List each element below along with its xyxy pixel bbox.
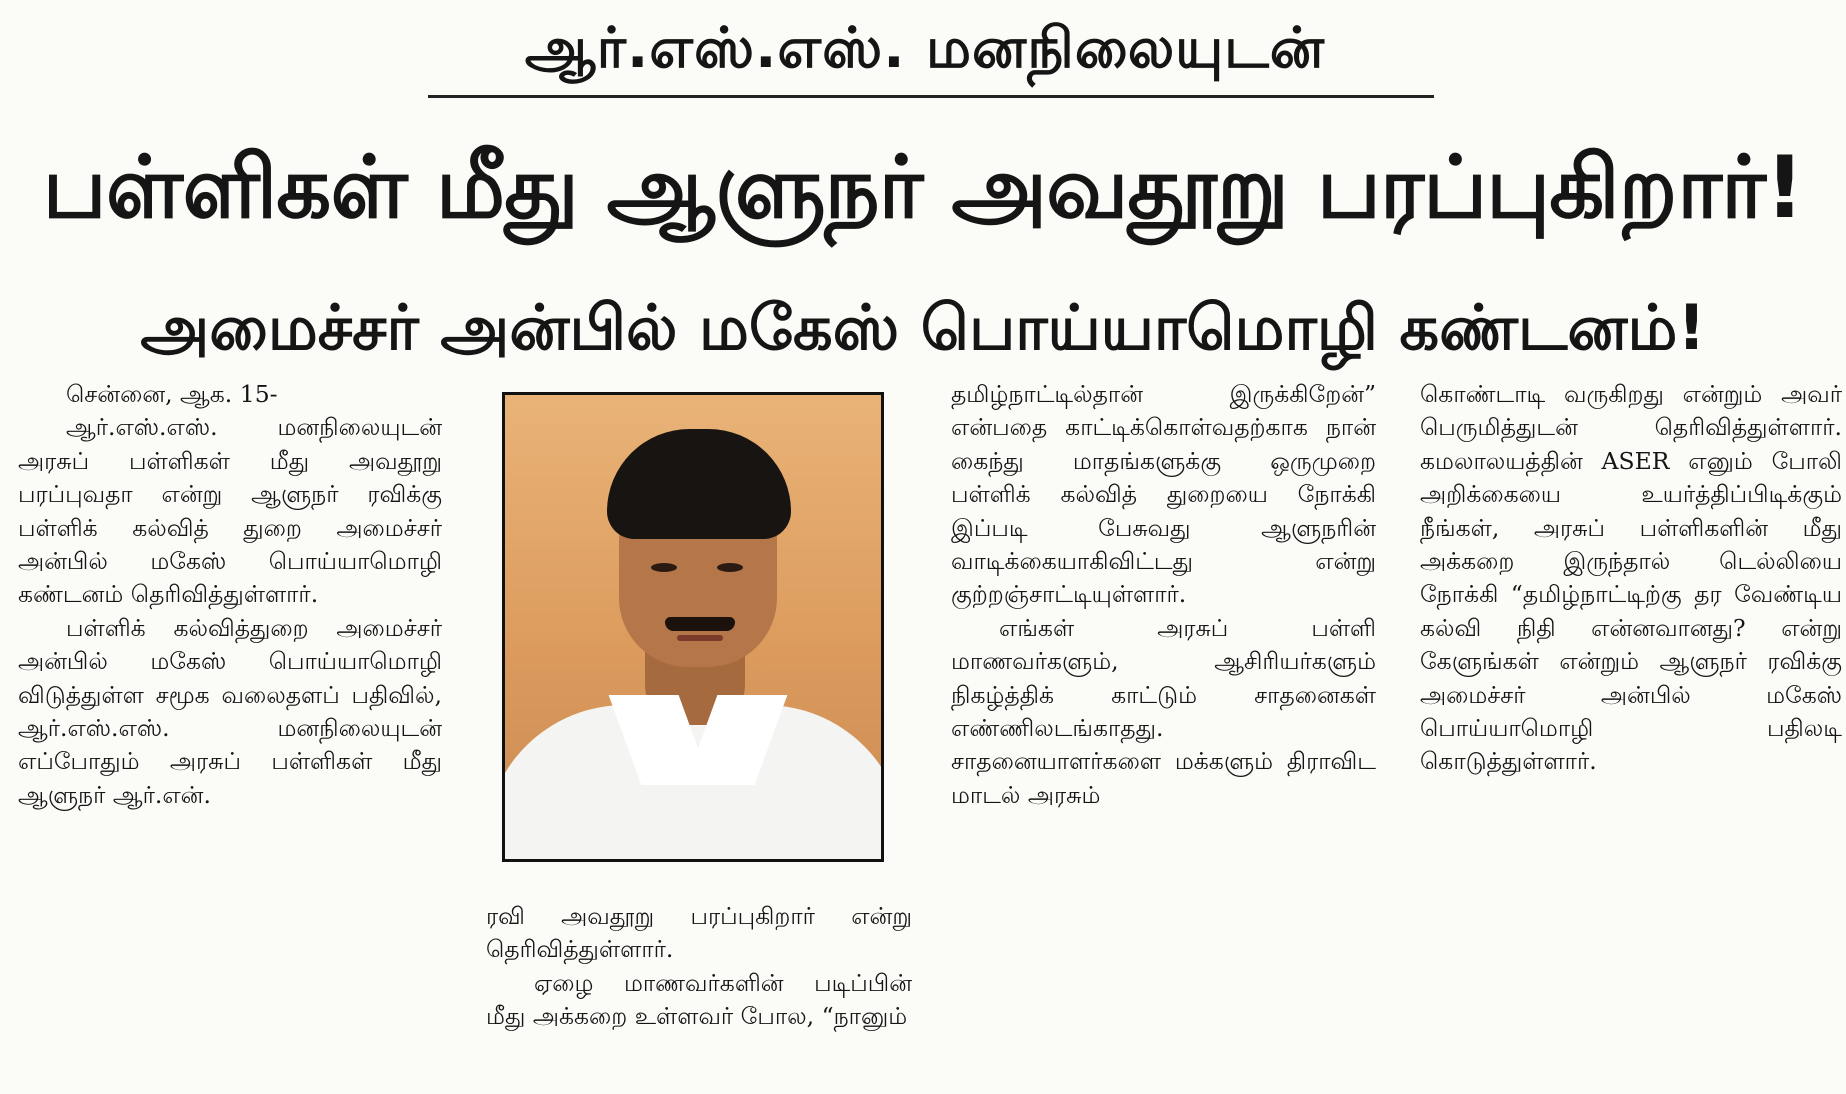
column-3-paragraph-1: தமிழ்நாட்டில்தான் இருக்கிறேன்” என்பதை காட்டிக்கொள்வதற்காக நான் கைந்து மாதங்களுக்கு ஒருமுறை பள்ளிக் கல்வித் துறையை நோக்கி இப்படி பேசுவது ஆளுநரின் வாடிக்கையாகிவிட்டது என்று குற்றஞ்சாட்டியுள்ளார்.	[951, 380, 1376, 609]
column-1-paragraph-2: பள்ளிக் கல்வித்துறை அமைச்சர் அன்பில் மகேஸ் பொய்யாமொழி விடுத்துள்ள சமூக வலைதளப் பதிவில், ஆர்.எஸ்.எஸ். மனநிலையுடன் எப்போதும் அரசுப் பள்ளிகள் மீது ஆளுநர் ஆர்.என்.	[18, 613, 442, 809]
column-3-paragraph-2: எங்கள் அரசுப் பள்ளி மாணவர்களும், ஆசிரியர்களும் நிகழ்த்திக் காட்டும் சாதனைகள் எண்ணிலடங்காதது. சாதனையாளர்களை மக்களும் திராவிட மாடல் அரசும்	[951, 613, 1376, 809]
column-2-paragraph-2: ஏழை மாணவர்களின் படிப்பின் மீது அக்கறை உள்ளவர் போல, “நானும்	[486, 968, 912, 1031]
minister-portrait-photo	[502, 392, 884, 862]
article-column-2	[486, 900, 912, 1090]
column-4-paragraph-1: கொண்டாடி வருகிறது என்றும் அவர் பெருமித்துடன் தெரிவித்துள்ளார். கமலாலயத்தின் ASER எனும் போலி அறிக்கையை உயர்த்திப்பிடிக்கும் நீங்கள், அரசுப் பள்ளிகளின் மீது அக்கறை இருந்தால் டெல்லியை நோக்கி “தமிழ்நாட்டிற்கு தர வேண்டிய கல்வி நிதி என்னவானது? என்று கேளுங்கள் என்றும் ஆளுநர் ரவிக்கு அமைச்சர் அன்பில் மகேஸ் பொய்யாமொழி பதிலடி கொடுத்துள்ளார்.	[1420, 380, 1842, 776]
photo-mustache	[665, 617, 735, 631]
photo-mouth	[677, 635, 723, 641]
kicker-divider	[428, 95, 1434, 98]
headline: பள்ளிகள் மீது ஆளுநர் அவதூறு பரப்புகிறார்!	[42, 138, 1804, 238]
photo-eye-right	[717, 563, 743, 572]
column-1-paragraph-1: ஆர்.எஸ்.எஸ். மனநிலையுடன் அரசுப் பள்ளிகள் மீது அவதூறு பரப்புவதா என்று ஆளுநர் ரவிக்கு பள்ளிக் கல்வித் துறை அமைச்சர் அன்பில் மகேஸ் பொய்யாமொழி கண்டனம் தெரிவித்துள்ளார்.	[18, 413, 442, 609]
column-2-paragraph-1: ரவி அவதூறு பரப்புகிறார் என்று தெரிவித்துள்ளார்.	[486, 902, 912, 964]
dateline: சென்னை, ஆக. 15-	[66, 380, 278, 408]
article-column-1	[18, 378, 442, 1090]
article-column-4	[1420, 378, 1842, 1090]
photo-eye-left	[651, 563, 677, 572]
kicker-title: ஆர்.எஸ்.எஸ். மனநிலையுடன்	[524, 16, 1326, 81]
article-column-3	[951, 378, 1376, 1090]
subheadline: அமைச்சர் அன்பில் மகேஸ் பொய்யாமொழி கண்டனம்!	[140, 291, 1706, 364]
